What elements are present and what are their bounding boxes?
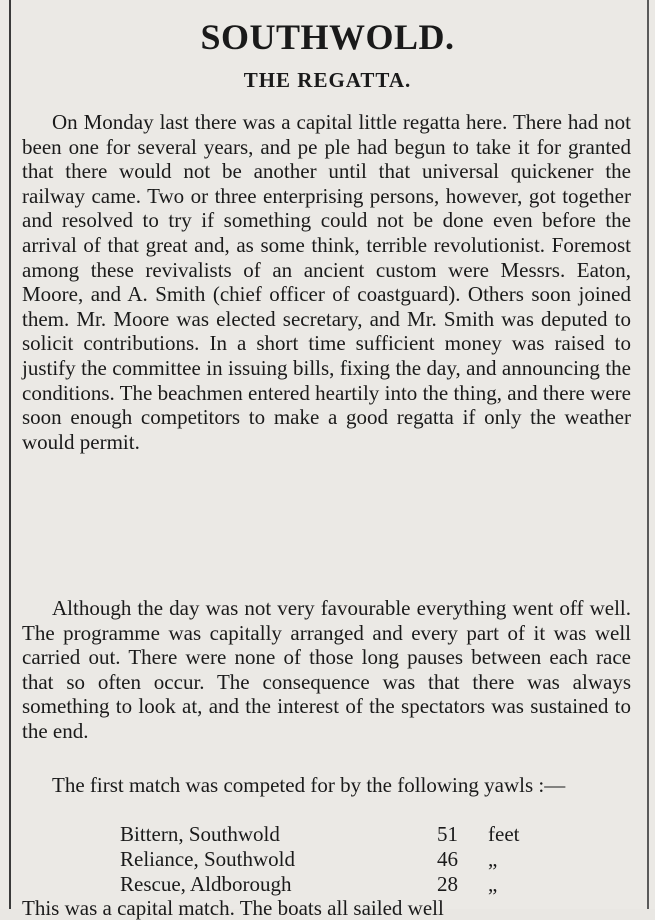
yawl-row [0, 872, 655, 897]
article-paragraph-3: The first match was competed for by the following yawls :— [52, 773, 566, 797]
yawl-length: 46 [437, 847, 458, 871]
article-subheading: THE REGATTA. [243, 68, 412, 92]
yawl-length: 28 [437, 872, 458, 896]
yawl-name: Bittern, Southwold [120, 822, 280, 846]
column-rule-left [9, 0, 11, 909]
yawl-name: Reliance, Southwold [120, 847, 295, 871]
yawl-name: Rescue, Aldborough [120, 872, 292, 896]
yawl-length: 51 [437, 822, 458, 846]
cutoff-line: This was a capital match. The boats all sailed well [22, 896, 444, 920]
yawl-list [0, 822, 655, 897]
yawl-unit: „ [488, 872, 498, 896]
article-paragraph-2: Although the day was not very favourable everything went off well. The programme was capitally arranged and every part of it was well carried out. There were none of those long pauses between each race that so often occur. The consequence was that there was always something to look at, and the interest of the spectators was sustained to the end. [22, 596, 631, 743]
article-paragraph-1: On Monday last there was a capital little regatta here. There had not been one for several years, and pe ple had begun to take it for granted that there would not be another until that universal quickener the railway came. Two or three enterprising persons, however, got together and resolved to try if something could not be done even before the arrival of that great and, as some think, terrible revolutionist. Foremost among these revivalists of an ancient custom were Messrs. Eaton, Moore, and A. Smith (chief officer of coastguard). Others soon joined them. Mr. Moore was elected secretary, and Mr. Smith was deputed to solicit contributions. In a short time sufficient money was raised to justify the committee in issuing bills, fixing the day, and announcing the conditions. The beachmen entered heartily into the thing, and there were soon enough competitors to make a good regatta if only the weather would permit. [22, 110, 631, 454]
article-headline: SOUTHWOLD. [200, 17, 455, 57]
yawl-unit: feet [488, 822, 520, 846]
yawl-unit: „ [488, 847, 498, 871]
yawl-row [0, 822, 655, 847]
yawl-row [0, 847, 655, 872]
column-rule-right [647, 0, 649, 909]
